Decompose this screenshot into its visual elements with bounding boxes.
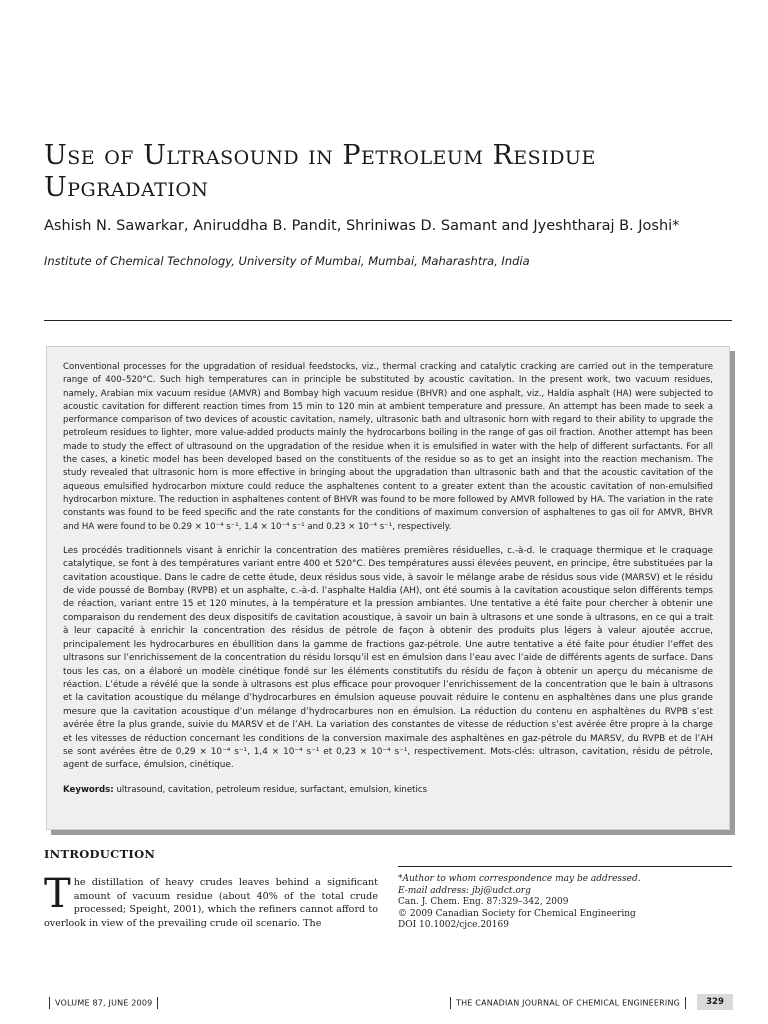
footer-separator: [685, 997, 686, 1009]
page-number: 329: [697, 994, 733, 1010]
affiliation: Institute of Chemical Technology, University of Mumbai, Mumbai, Maharashtra, India: [44, 254, 530, 268]
introduction-paragraph: he distillation of heavy crudes leaves behind a significant amount of vacuum residue (about 40% of the total crude processed; Speight, 2001), which the refiners cannot afford to overlook in view of the prevailing crude oil scenario. The: [44, 877, 378, 929]
introduction-heading: INTRODUCTION: [44, 847, 156, 861]
journal-name: THE CANADIAN JOURNAL OF CHEMICAL ENGINEERING: [456, 998, 681, 1008]
drop-cap: T: [44, 871, 71, 917]
email-address[interactable]: E-mail address: jbj@udct.org: [398, 885, 531, 896]
volume-label: VOLUME 87, JUNE 2009: [55, 998, 153, 1008]
footer-volume: [44, 997, 163, 1009]
citation: Can. J. Chem. Eng. 87:329–342, 2009: [398, 897, 569, 907]
keywords-label: Keywords:: [63, 784, 114, 795]
author-list: Ashish N. Sawarkar, Aniruddha B. Pandit, Shriniwas D. Samant and Jyeshtharaj B. Joshi*: [44, 218, 680, 234]
title-divider: [44, 320, 732, 321]
abstract-french: Les procédés traditionnels visant à enrichir la concentration des matières premières résiduelles, c.-à-d. le craquage thermique et le craquage catalytique, se font à des températures variant entre 400 et 520°C. Des températures aussi élevées peuvent, en principe, être substituées par la cavitation acoustique. Dans le cadre de cette étude, deux résidus sous vide, à savoir le mélange arabe de résidus sous vide (MARSV) et le résidu de vide poussé de Bombay (RVPB) et un asphalte, c.-à-d. l’asphalte Haldia (AH), ont été soumis à la cavitation acoustique selon différents temps de réaction, variant entre 15 et 120 minutes, à la température et la pression ambiantes. Une tentative a été faite pour chercher à obtenir une comparaison du rendement des deux dispositifs de cavitation acoustique, à savoir un bain à ultrasons et une sonde à ultrasons, en ce qui a trait à leur capacité à enrichir la concentration des résidus de pétrole de façon à obtenir des produits plus légers à valeur ajoutée accrue, principalement les hydrocarbures en ébullition dans la gamme de fractions gaz-pétrole. Une autre tentative a été faite pour étudier l’effet des ultrasons sur l’enrichissement de la concentration du résidu lorsqu’il est en émulsion dans l’eau avec l’aide de différents agents de surface. Dans tous les cas, on a élaboré un modèle cinétique fondé sur les éléments constitutifs du résidu de façon à obtenir un aperçu du mécanisme de réaction. L’étude a révélé que la sonde à ultrasons est plus efficace pour provoquer l’enrichissement de la concentration que le bain à ultrasons et la cavitation acoustique du mélange d’hydrocarbures en émulsion aqueuse pouvait réduire le contenu en asphaltènes dans une plus grande mesure que la cavitation acoustique d’un mélange d’hydrocarbures non en émulsion. La réduction du contenu en asphaltènes du RVPB s’est avérée être la plus grande, suivie du MARSV et de l’AH. La variation des constantes de vitesse de réduction s’est avérée être propre à la charge et les vitesses de réduction concernant les conditions de la conversion maximale des asphaltènes en gaz-pétrole du MARSV, du RVPB et de l’AH se sont avérées être de 0,29 × 10⁻⁴ s⁻¹, 1,4 × 10⁻⁴ s⁻¹ et 0,23 × 10⁻⁴ s⁻¹, respectivement. Mots-clés: ultrason, cavitation, résidu de pétrole, agent de surface, émulsion, cinétique.: [63, 545, 713, 771]
abstract-english: Conventional processes for the upgradation of residual feedstocks, viz., thermal cracking and catalytic cracking are carried out in the temperature range of 400–520°C. Such high temperatures can in principle be substituted by acoustic cavitation. In the present work, two vacuum residues, namely, Arabian mix vacuum residue (AMVR) and Bombay high vacuum residue (BHVR) and one asphalt, viz., Haldia asphalt (HA) were subjected to acoustic cavitation for different reaction times from 15 min to 120 min at ambient temperature and pressure. An attempt has been made to seek a performance comparison of two devices of acoustic cavitation, namely, ultrasonic bath and ultrasonic horn with regard to their ability to upgrade the petroleum residues to lighter, more value-added products mainly the hydrocarbons boiling in the range of gas oil fraction. Another attempt has been made to study the effect of ultrasound on the upgradation of the residue when it is emulsified in water with the help of different surfactants. For all the cases, a kinetic model has been developed based on the constituents of the residue so as to get an insight into the reaction mechanism. The study revealed that ultrasonic horn is more effective in bringing about the upgradation than ultrasonic bath and that the acoustic cavitation of the aqueous emulsified hydrocarbon mixture could reduce the asphaltenes content to a greater extent than the acoustic cavitation of non-emulsified hydrocarbon mixture. The reduction in asphaltenes content of BHVR was found to be more followed by AMVR followed by HA. The variation in the rate constants was found to be feed specific and the rate constants for the conditions of maximum conversion of asphaltenes to gas oil for AMVR, BHVR and HA were found to be 0.29 × 10⁻⁴ s⁻¹, 1.4 × 10⁻⁴ s⁻¹ and 0.23 × 10⁻⁴ s⁻¹, respectively.: [63, 362, 713, 532]
footer-separator: [49, 997, 50, 1009]
doi[interactable]: DOI 10.1002/cjce.20169: [398, 920, 509, 930]
keywords-list: ultrasound, cavitation, petroleum residue, surfactant, emulsion, kinetics: [116, 784, 428, 795]
footnote-block: [398, 874, 732, 932]
footer-journal: [445, 997, 691, 1009]
keywords-line: [63, 784, 713, 797]
correspondence-note: *Author to whom correspondence may be addressed.: [398, 874, 641, 884]
footer-separator: [157, 997, 158, 1009]
introduction-text: [44, 871, 378, 930]
abstract-box: [46, 346, 730, 830]
copyright: © 2009 Canadian Society for Chemical Engineering: [398, 908, 636, 919]
footer-separator: [450, 997, 451, 1009]
footnote-divider: [398, 866, 732, 867]
paper-title: Use of Ultrasound in Petroleum Residue Upgradation: [44, 140, 596, 203]
